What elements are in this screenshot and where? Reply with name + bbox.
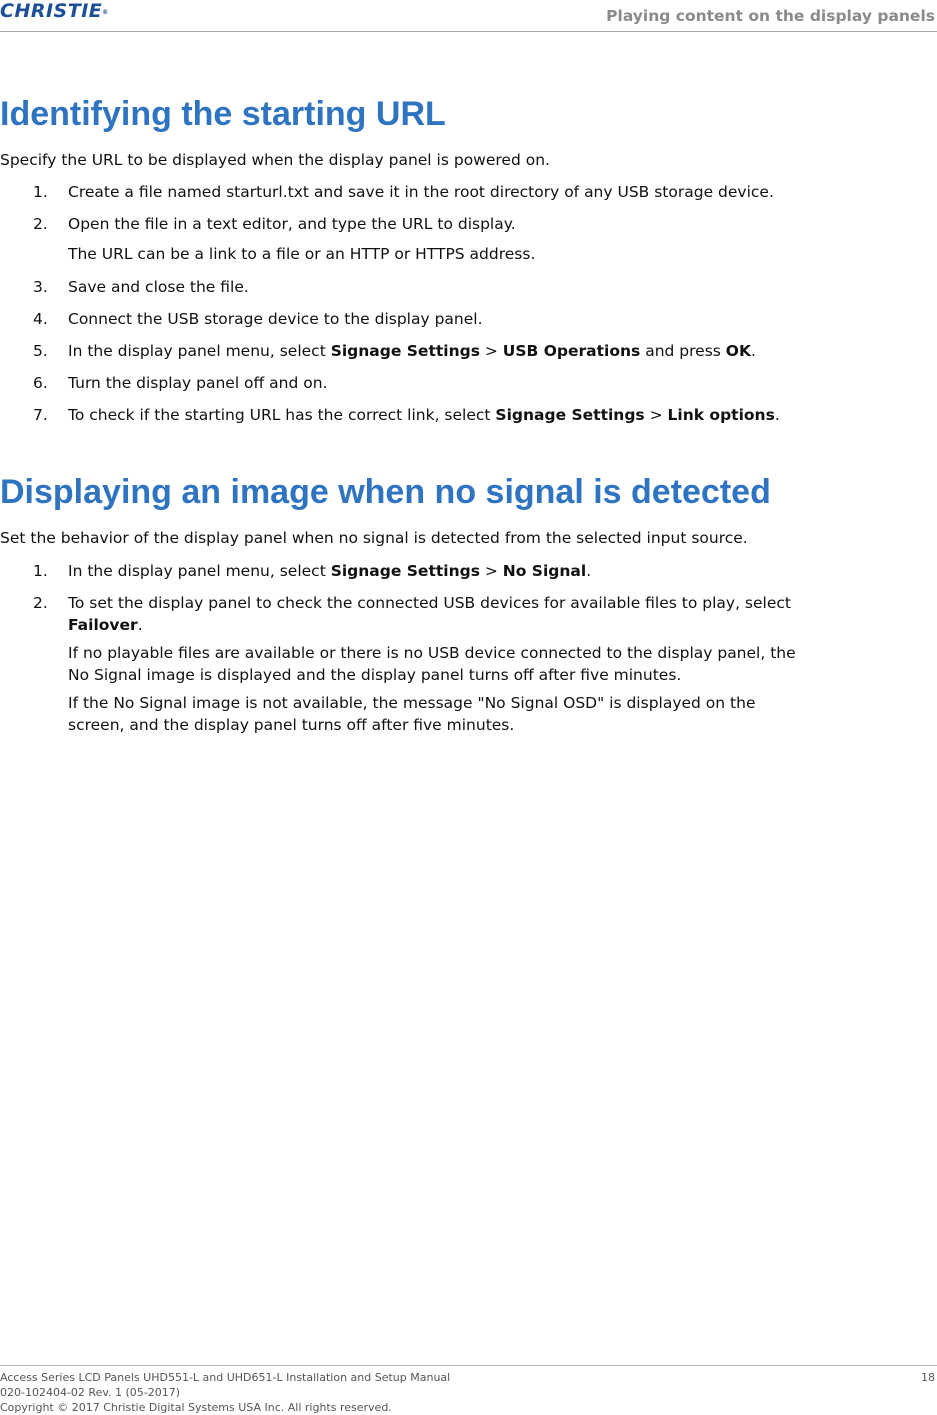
section-heading-starting-url: Identifying the starting URL [0, 95, 446, 133]
footer-copyright: Copyright © 2017 Christie Digital Systems USA Inc. All rights reserved. [0, 1401, 392, 1414]
section-intro: Specify the URL to be displayed when the display panel is powered on. [0, 151, 550, 169]
step-text: To check if the starting URL has the correct link, select Signage Settings > Link options. [68, 406, 780, 424]
menu-item-signage-settings: Signage Settings [330, 342, 480, 360]
step-number: 2. [33, 215, 48, 233]
chapter-title: Playing content on the display panels [606, 7, 935, 25]
menu-item-signage-settings: Signage Settings [330, 562, 480, 580]
step-number: 7. [33, 406, 48, 424]
page-header [0, 0, 937, 32]
menu-item-no-signal: No Signal [502, 562, 587, 580]
step-text-line-2: Failover. [68, 616, 143, 634]
section-intro: Set the behavior of the display panel when no signal is detected from the selected input source. [0, 529, 748, 547]
step-number: 5. [33, 342, 48, 360]
christie-logo [0, 1, 109, 21]
step-note-2-line-1: If the No Signal image is not available, the message "No Signal OSD" is displayed on the [68, 694, 756, 712]
menu-item-usb-operations: USB Operations [502, 342, 641, 360]
step-number: 1. [33, 562, 48, 580]
footer-manual-title: Access Series LCD Panels UHD551-L and UHD651-L Installation and Setup Manual [0, 1371, 451, 1384]
step-text-line-1: To set the display panel to check the connected USB devices for available files to play, select [68, 594, 791, 612]
step-text: Turn the display panel off and on. [68, 374, 328, 392]
option-failover: Failover [68, 616, 138, 634]
footer-document-number: 020-102404-02 Rev. 1 (05-2017) [0, 1386, 181, 1399]
step-number: 6. [33, 374, 48, 392]
step-note-2-line-2: screen, and the display panel turns off after five minutes. [68, 716, 515, 734]
page-number: 18 [921, 1371, 935, 1384]
step-text: In the display panel menu, select Signage Settings > No Signal. [68, 562, 592, 580]
section-heading-no-signal: Displaying an image when no signal is detected [0, 473, 771, 511]
logo-text: CHRISTIE [0, 0, 103, 22]
key-ok: OK [725, 342, 751, 360]
step-note-1-line-2: No Signal image is displayed and the display panel turns off after five minutes. [68, 666, 682, 684]
registered-mark: ® [102, 9, 109, 16]
page-footer [0, 1365, 937, 1415]
step-number: 1. [33, 183, 48, 201]
menu-item-link-options: Link options [667, 406, 775, 424]
step-text: Connect the USB storage device to the display panel. [68, 310, 483, 328]
step-text: Create a file named starturl.txt and save it in the root directory of any USB storage device. [68, 183, 774, 201]
step-text: In the display panel menu, select Signage Settings > USB Operations and press OK. [68, 342, 756, 360]
step-text: Save and close the file. [68, 278, 249, 296]
step-number: 3. [33, 278, 48, 296]
step-number: 2. [33, 594, 48, 612]
menu-item-signage-settings: Signage Settings [495, 406, 645, 424]
step-text: Open the file in a text editor, and type the URL to display. [68, 215, 516, 233]
step-number: 4. [33, 310, 48, 328]
step-note: The URL can be a link to a file or an HTTP or HTTPS address. [68, 245, 536, 263]
step-note-1-line-1: If no playable files are available or there is no USB device connected to the display panel, the [68, 644, 796, 662]
